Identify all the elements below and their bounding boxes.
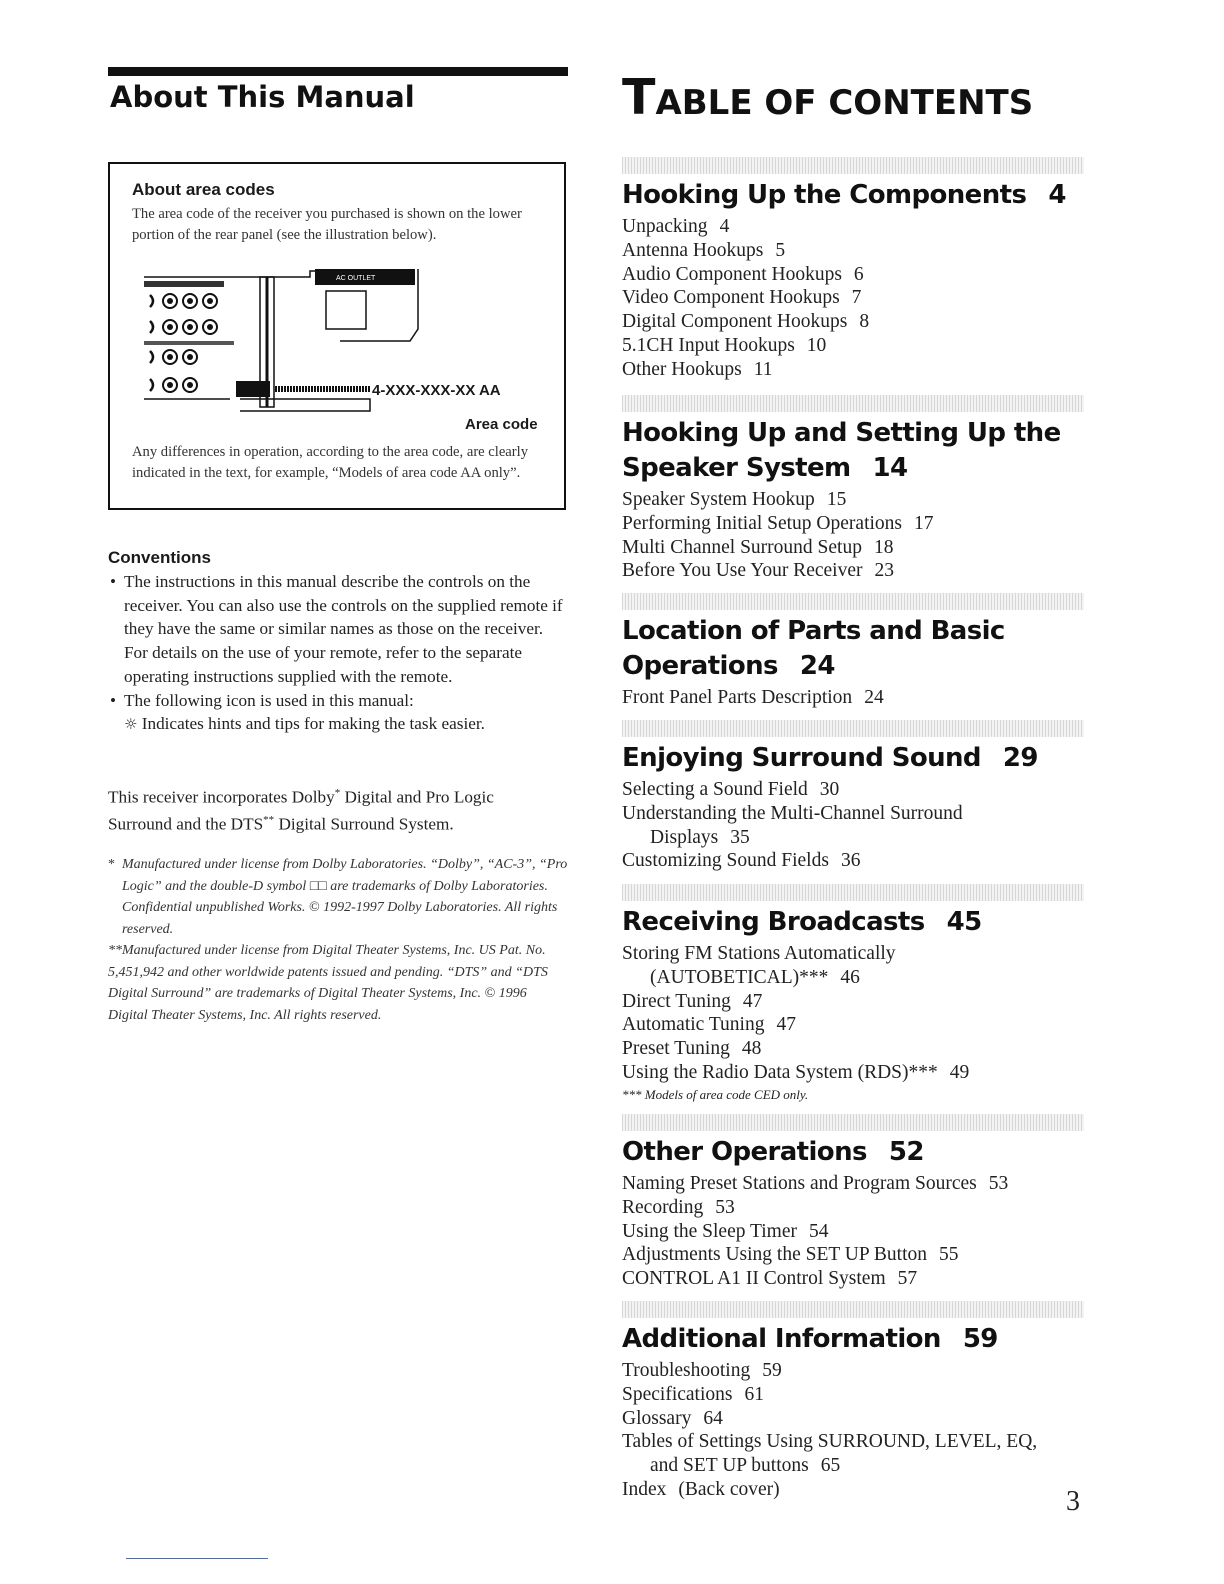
toc-entry[interactable]: Customizing Sound Fields 36 [622,850,861,872]
section-page: 14 [872,453,908,483]
toc-entry[interactable]: 5.1CH Input Hookups 10 [622,334,827,356]
toc-entry[interactable]: Recording 53 [622,1196,735,1218]
top-rule [108,67,568,76]
dolby-dts-paragraph [108,782,558,837]
toc-entry[interactable]: Tables of Settings Using SURROUND, LEVEL, EQ, and SET UP buttons 65 [622,1431,1038,1477]
footnote-dts: **Manufactured under license from Digital Theater Systems, Inc. US Pat. No. 5,451,942 and other worldwide patents issued and pending. “DTS” and “DTS Digital Surround” are trademarks of Digital Theater Systems, Inc. © 1996 Digital Theater Systems, Inc. All rights reserved. [108,943,548,1023]
conventions-heading: Conventions [108,548,211,567]
dolby-text-3: Digital Surround System. [274,815,454,835]
toc-entry[interactable]: Preset Tuning 48 [622,1038,762,1060]
toc-entry[interactable]: Speaker System Hookup 15 [622,489,847,510]
section-title[interactable]: Receiving Broadcasts 45 [622,907,982,937]
toc-entry[interactable]: Index (Back cover) [622,1478,780,1500]
toc-entry[interactable]: Antenna Hookups 5 [622,239,786,261]
section-bar [622,884,1084,901]
toc-section [622,884,1092,1105]
conventions-text: The instructions in this manual describe the controls on the receiver. You can also use the controls on the supplied remote if they have the same or similar names as those on the receiver. For details on the use of your remote, refer to the separate operating instructions supplied with the remote. [124,572,563,686]
section-title[interactable]: Additional Information 59 [622,1324,998,1354]
conventions-text: The following icon is used in this manual: [124,690,414,710]
toc-title [622,69,1034,129]
toc-entry[interactable]: Glossary 64 [622,1407,723,1429]
toc-entry[interactable]: Specifications 61 [622,1383,764,1405]
toc-entry[interactable]: Using the Sleep Timer 54 [622,1220,829,1242]
toc-entry[interactable]: CONTROL A1 II Control System 57 [622,1268,918,1290]
toc-entry[interactable]: Video Component Hookups 7 [622,287,862,309]
conventions-bullet [110,570,565,689]
toc-entry[interactable]: Adjustments Using the SET UP Button 55 [622,1244,959,1266]
page-title: About This Manual [110,80,415,114]
toc-title-part2: CONTENTS [828,83,1034,123]
toc-entry[interactable]: Performing Initial Setup Operations 17 [622,512,934,534]
toc-entry[interactable]: Front Panel Parts Description 24 [622,687,884,708]
footnote-dolby [108,854,568,940]
toc-section [622,593,1092,710]
toc-entry[interactable]: Selecting a Sound Field 30 [622,779,840,800]
section-bar [622,593,1084,610]
bottom-rule [126,1558,268,1559]
section-title[interactable]: Other Operations 52 [622,1137,924,1167]
toc-section [622,395,1092,583]
section-bar [622,720,1084,737]
toc-entry[interactable]: Other Hookups 11 [622,358,773,380]
toc-entry[interactable]: Troubleshooting 59 [622,1360,782,1381]
toc-title-cap: T [622,69,656,126]
lightbulb-tip-icon: ☼ [124,715,138,734]
area-codes-box [108,162,566,510]
section-page: 29 [1002,743,1038,773]
section-page: 45 [946,907,982,937]
footnote-dolby-text: Manufactured under license from Dolby Laboratories. “Dolby”, “AC-3”, “Pro Logic” and the double-D symbol □□ are trademarks of Dolby Laboratories. Confidential unpublished Works. © 1992-1997 Dolby Laboratories. All rights reserved. [122,857,568,937]
dolby-text-1: This receiver incorporates Dolby [108,787,335,807]
toc-title-part1: ABLE OF [655,83,829,123]
dolby-text-2: Digital and Pro Logic Surround and the DTS [108,787,494,835]
section-page: 52 [888,1137,924,1167]
section-page: 24 [799,651,835,681]
section-bar [622,157,1084,174]
section-title[interactable]: Location of Parts and Basic Operations 24 [622,616,1005,681]
area-codes-note: Any differences in operation, according to the area code, are clearly indicated in the text, for example, “Models of area code AA only”. [132,444,528,481]
section-title[interactable]: Enjoying Surround Sound 29 [622,743,1038,773]
area-code-label: Area code [465,416,538,433]
tip-line [124,712,565,737]
section-page: 4 [1048,180,1066,210]
toc-entry[interactable]: Understanding the Multi-Channel Surround Displays 35 [622,802,963,848]
footnotes [108,854,568,1026]
section-title[interactable]: Hooking Up and Setting Up the Speaker System 14 [622,418,1061,483]
toc-entry[interactable]: Naming Preset Stations and Program Sources 53 [622,1173,1009,1194]
page-number: 3 [1066,1486,1080,1517]
area-codes-heading: About area codes [132,180,275,199]
toc-entry[interactable]: Storing FM Stations Automatically (AUTOBETICAL)*** 46 [622,943,896,988]
section-page: 59 [962,1324,998,1354]
toc-entry[interactable]: Before You Use Your Receiver 23 [622,560,894,582]
section-bar [622,1301,1084,1318]
toc-section [622,1114,1092,1291]
toc-entry[interactable]: Automatic Tuning 47 [622,1014,796,1036]
toc-entry[interactable]: Audio Component Hookups 6 [622,263,864,285]
toc-entry[interactable]: Multi Channel Surround Setup 18 [622,536,894,558]
conventions-bullet [110,689,565,737]
section-bar [622,1114,1084,1131]
toc-section [622,157,1092,382]
toc-section [622,1301,1092,1502]
area-codes-intro: The area code of the receiver you purchased is shown on the lower portion of the rear panel (see the illustration below). [132,206,522,243]
toc-entry[interactable]: Using the Radio Data System (RDS)*** 49 [622,1061,970,1083]
toc-entry[interactable]: Digital Component Hookups 8 [622,311,870,333]
footnote-mark-1: * [334,787,341,799]
ac-outlet-label: AC OUTLET [336,275,376,282]
section-bar [622,395,1084,412]
section-title[interactable]: Hooking Up the Components 4 [622,180,1066,210]
tip-text: Indicates hints and tips for making the task easier. [141,714,485,734]
model-number: 4-XXX-XXX-XX AA [372,382,501,399]
toc-entry[interactable]: Unpacking 4 [622,216,730,237]
footnote-mark-2: ** [263,814,275,827]
toc-section [622,720,1092,873]
footnote-mark: * [108,857,115,872]
toc-entry[interactable]: Direct Tuning 47 [622,990,763,1012]
conventions-list [110,570,565,737]
toc-note: *** Models of area code CED only. [622,1086,809,1102]
